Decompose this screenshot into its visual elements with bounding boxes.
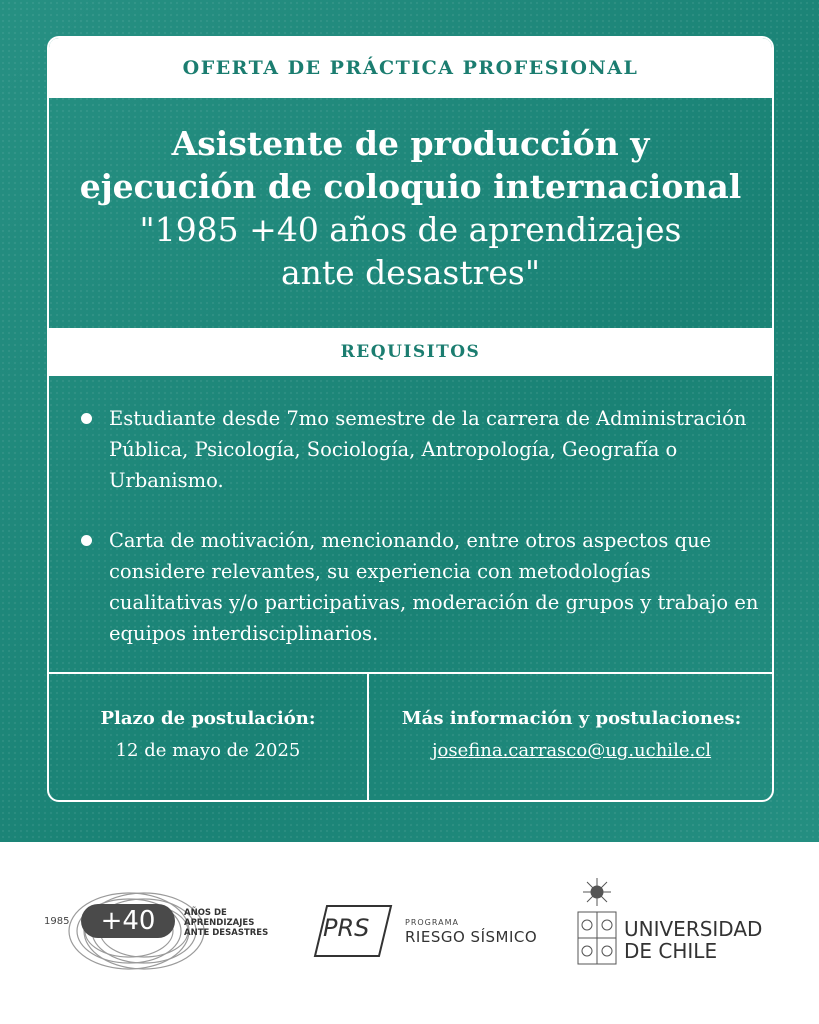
deadline-value: 12 de mayo de 2025	[115, 740, 301, 761]
horizontal-divider	[49, 672, 772, 674]
anniversary-year: 1985	[44, 916, 70, 927]
uchile-crest-icon	[574, 878, 620, 974]
offer-title	[49, 122, 772, 294]
offer-card	[47, 36, 774, 802]
anniversary-mark: +40	[81, 904, 175, 938]
requirement-item	[81, 525, 761, 649]
prs-program-label: PROGRAMA	[405, 918, 459, 927]
requirements-list	[81, 403, 761, 678]
contact-block	[369, 703, 774, 767]
uchile-name: UNIVERSIDAD DE CHILE	[624, 917, 763, 963]
requirement-text: Estudiante desde 7mo semestre de la carrera de Administración Pública, Psicología, Sociología, Antropología, Geografía o Urbanismo.	[109, 407, 747, 492]
requirements-band: REQUISITOS	[49, 328, 772, 376]
title-line-2: ejecución de coloquio internacional	[79, 167, 742, 206]
prs-logo	[305, 896, 545, 968]
title-line-3: "1985 +40 años de aprendizajes	[139, 210, 682, 249]
contact-label: Más información y postulaciones:	[401, 708, 742, 729]
contact-email-link[interactable]: josefina.carrasco@ug.uchile.cl	[431, 740, 712, 761]
prs-name: RIESGO SÍSMICO	[405, 928, 538, 946]
requirement-item	[81, 403, 761, 496]
title-line-4: ante desastres"	[280, 253, 541, 292]
requirement-text: Carta de motivación, mencionando, entre otros aspectos que considere relevantes, su experiencia con metodologías cualitativas y/o participativas, moderación de grupos y trabajo en equipos interdisciplinarios.	[109, 529, 759, 645]
uchile-logo	[574, 878, 794, 974]
header-band: OFERTA DE PRÁCTICA PROFESIONAL	[49, 38, 772, 98]
deadline-block	[49, 703, 367, 767]
title-line-1: Asistente de producción y	[171, 124, 650, 163]
prs-mark: PRS	[323, 914, 370, 942]
bullet-icon	[81, 413, 92, 424]
anniversary-logo	[44, 886, 274, 976]
deadline-label: Plazo de postulación:	[100, 708, 316, 729]
anniversary-text: AÑOS DE APRENDIZAJES ANTE DESASTRES	[184, 908, 269, 938]
bullet-icon	[81, 535, 92, 546]
